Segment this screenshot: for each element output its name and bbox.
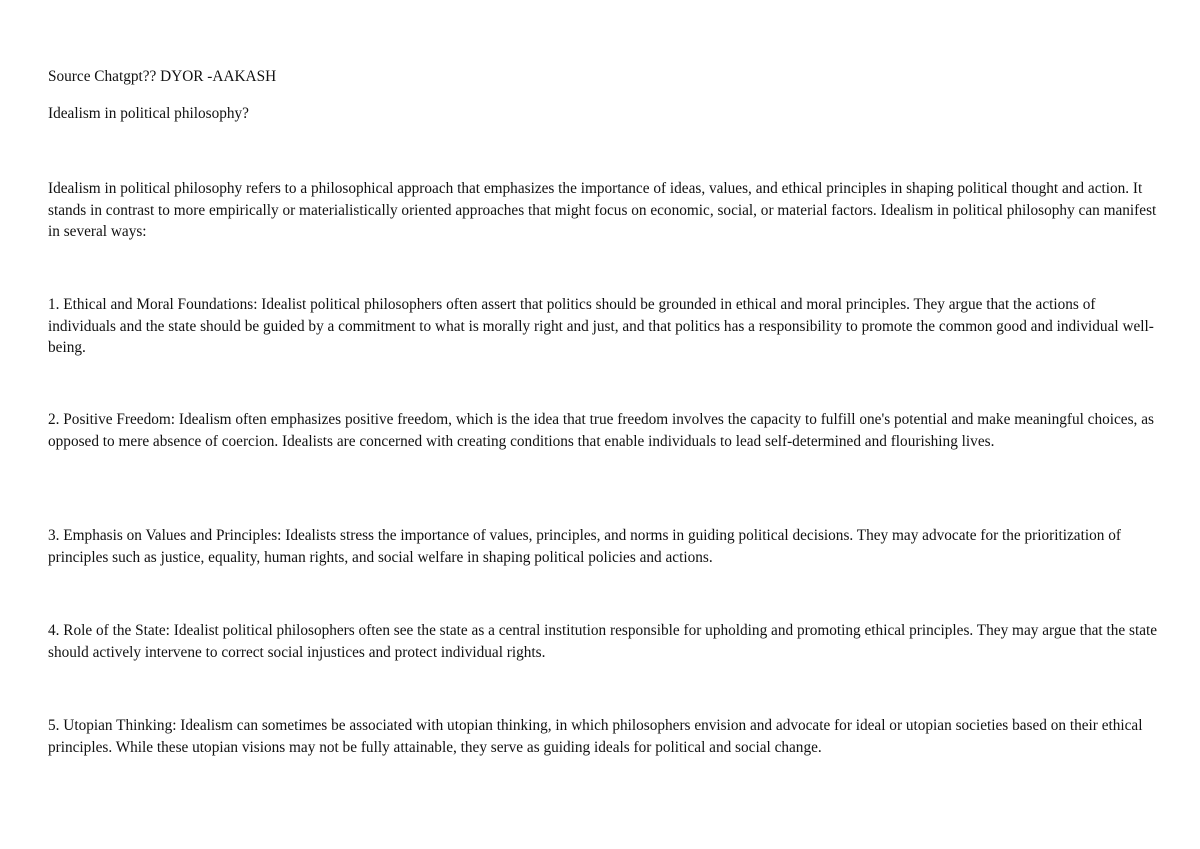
- list-item-role-of-state: 4. Role of the State: Idealist political philosophers often see the state as a central institution responsible for upholding and promoting ethical principles. They may argue that the state should actively intervene to correct social injustices and protect individual rights.: [48, 622, 1158, 661]
- list-item-positive-freedom: 2. Positive Freedom: Idealism often emphasizes positive freedom, which is the idea that true freedom involves the capacity to fulfill one's potential and make meaningful choices, as opposed to mere absence of coercion. Idealists are concerned with creating conditions that enable individuals to lead self-determined and flourishing lives.: [48, 411, 1154, 450]
- source-line: Source Chatgpt?? DYOR -AAKASH: [48, 68, 277, 85]
- intro-paragraph: Idealism in political philosophy refers to a philosophical approach that emphasizes the importance of ideas, values, and ethical principles in shaping political thought and action. It stands in contrast to more empirically or materialistically oriented approaches that might focus on economic, social, or material factors. Idealism in political philosophy can manifest in several ways:: [48, 180, 1157, 240]
- list-item-utopian-thinking: 5. Utopian Thinking: Idealism can sometimes be associated with utopian thinking, in which philosophers envision and advocate for ideal or utopian societies based on their ethical principles. While these utopian visions may not be fully attainable, they serve as guiding ideals for political and social change.: [48, 717, 1143, 756]
- list-item-ethical-moral-foundations: 1. Ethical and Moral Foundations: Idealist political philosophers often assert that politics should be grounded in ethical and moral principles. They argue that the actions of individuals and the state should be guided by a commitment to what is morally right and just, and that politics has a responsibility to promote the common good and individual well-being.: [48, 296, 1154, 356]
- page-title: Idealism in political philosophy?: [48, 105, 249, 122]
- list-item-values-principles: 3. Emphasis on Values and Principles: Idealists stress the importance of values, principles, and norms in guiding political decisions. They may advocate for the prioritization of principles such as justice, equality, human rights, and social welfare in shaping political policies and actions.: [48, 527, 1121, 566]
